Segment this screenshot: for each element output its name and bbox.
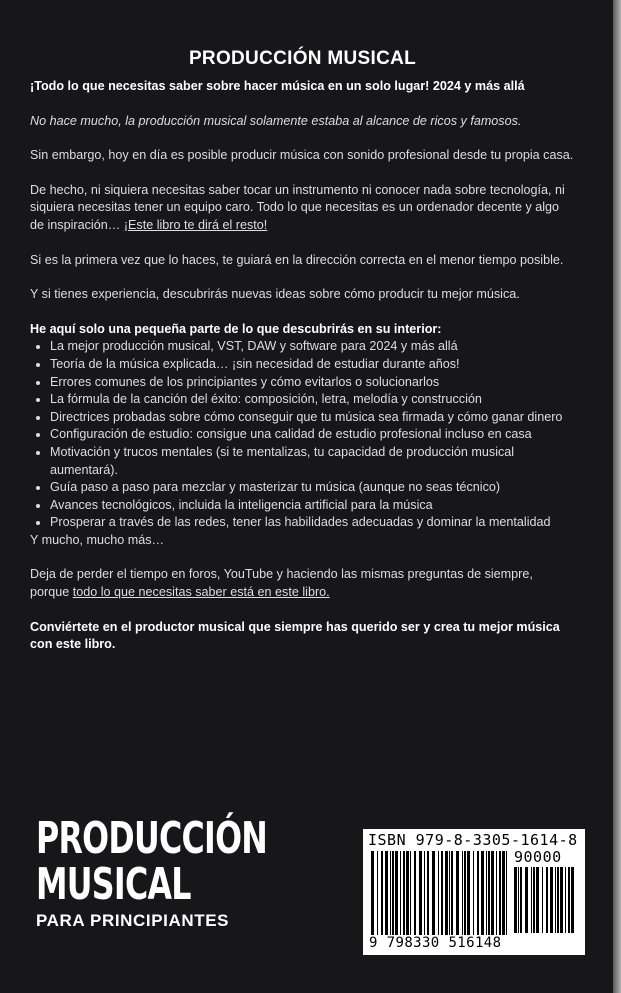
isbn-label: ISBN 979-8-3305-1614-8: [368, 831, 578, 849]
list-item: • La mejor producción musical, VST, DAW y software para 2024 y más allá: [50, 338, 575, 356]
list-item: • Configuración de estudio: consigue una calidad de estudio profesional incluso en casa: [50, 426, 575, 444]
paragraph-5: Y si tienes experiencia, descubrirás nuevas ideas sobre cómo producir tu mejor música.: [30, 287, 520, 302]
book-logo: [36, 813, 268, 932]
paragraph-3-underline: ¡Este libro te dirá el resto!: [123, 217, 268, 232]
list-item: • Avances tecnológicos, incluida la inteligencia artificial para la música: [50, 497, 575, 515]
paragraph-6: [30, 566, 575, 601]
after-list: Y mucho, mucho más…: [30, 532, 165, 547]
page-title: PRODUCCIÓN MUSICAL: [188, 48, 417, 69]
closing-paragraph: Conviértete en el productor musical que siempre has querido ser y crea tu mejor música con este libro.: [30, 619, 560, 652]
paragraph-6-text: Deja de perder el tiempo en foros, YouTube y haciendo las mismas preguntas de siempre, porque: [30, 567, 533, 600]
page-edge: [613, 0, 621, 993]
intro-paragraph: No hace mucho, la producción musical solamente estaba al alcance de ricos y famosos.: [30, 113, 522, 128]
paragraph-6-underline: todo lo que necesitas saber está en este libro.: [72, 585, 330, 600]
subtitle: ¡Todo lo que necesitas saber sobre hacer música en un solo lugar! 2024 y más allá: [30, 79, 525, 93]
addon-bars-icon: [514, 867, 576, 933]
list-heading: He aquí solo una pequeña parte de lo que descubrirás en su interior:: [30, 321, 442, 336]
list-item: • Directrices probadas sobre cómo conseguir que tu música sea firmada y cómo ganar dinero: [50, 409, 575, 427]
list-item: • Errores comunes de los principiantes y cómo evitarlos o solucionarlos: [50, 374, 575, 392]
paragraph-3: [30, 182, 575, 235]
logo-line-2: MUSICAL: [36, 859, 191, 910]
blurb: [30, 48, 575, 654]
paragraph-3-text: De hecho, ni siquiera necesitas saber tocar un instrumento ni conocer nada sobre tecnología, ni siquiera necesitas tener un equipo caro. Todo lo que necesitas es un ordenador decente y algo de inspiración…: [30, 182, 565, 232]
barcode-digits: 9 798330 516148: [369, 935, 502, 951]
barcode-bars-icon: [371, 851, 509, 935]
list-item: • Guía paso a paso para mezclar y masterizar tu música (aunque no seas técnico): [50, 479, 575, 497]
list-item: • Prosperar a través de las redes, tener las habilidades adecuadas y dominar la mentalidad: [50, 514, 575, 532]
list-item: • La fórmula de la canción del éxito: composición, letra, melodía y construcción: [50, 391, 575, 409]
logo-line-1: PRODUCCIÓN: [36, 813, 268, 864]
list-item: • Motivación y trucos mentales (si te mentalizas, tu capacidad de producción musical aumentará).: [50, 444, 575, 479]
barcode-addon: 90000: [514, 848, 562, 866]
paragraph-2: Sin embargo, hoy en día es posible producir música con sonido profesional desde tu propia casa.: [30, 148, 574, 163]
feature-list: [30, 338, 575, 532]
isbn-barcode: [363, 829, 585, 955]
paragraph-4: Si es la primera vez que lo haces, te guiará en la dirección correcta en el menor tiempo posible.: [30, 252, 564, 267]
list-item: • Teoría de la música explicada… ¡sin necesidad de estudiar durante años!: [50, 356, 575, 374]
logo-line-3: PARA PRINCIPIANTES: [36, 911, 230, 930]
